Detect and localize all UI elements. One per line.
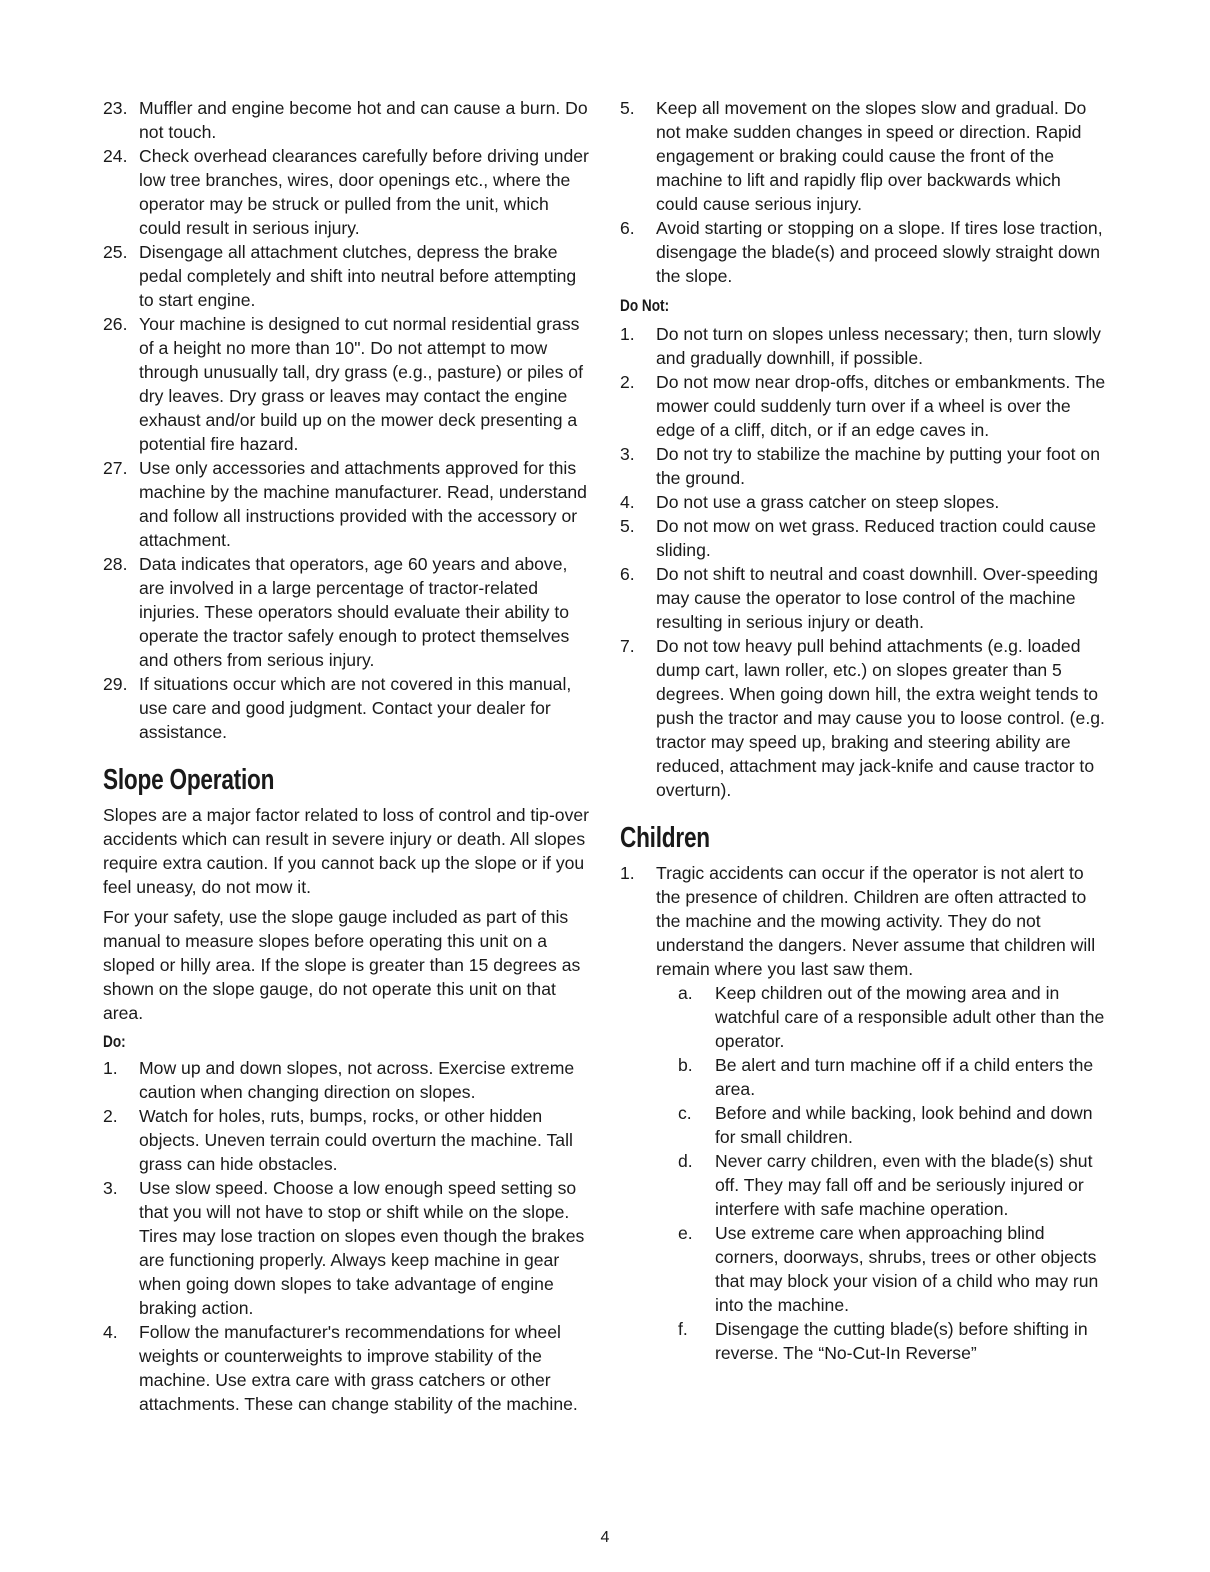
list-item: 1. Tragic accidents can occur if the operator is not alert to the presence of children. Children are often attracted to the machine and the mowing activity. They do not understand the dangers. Never assume that children will remain where you last saw them.	[620, 863, 1096, 979]
left-column	[103, 96, 590, 1416]
list-subitem: f. Disengage the cutting blade(s) before shifting in reverse. The “No-Cut-In Reverse”	[678, 1319, 1088, 1363]
list-subitem: c. Before and while backing, look behind and down for small children.	[678, 1103, 1093, 1147]
safety-rules-list	[103, 96, 590, 744]
do-heading: Do:	[103, 1032, 126, 1051]
list-item: 6. Avoid starting or stopping on a slope. If tires lose traction, disengage the blade(s) and proceed slowly straight down the slope.	[620, 218, 1103, 286]
page-number: 4	[600, 1529, 610, 1546]
list-item: 6. Do not shift to neutral and coast downhill. Over-speeding may cause the operator to lose control of the machine resulting in serious injury or death.	[620, 564, 1099, 632]
list-item: 23. Muffler and engine become hot and can cause a burn. Do not touch.	[103, 98, 588, 142]
list-item: 1. Mow up and down slopes, not across. Exercise extreme caution when changing direction on slopes.	[103, 1058, 575, 1102]
list-item: 28. Data indicates that operators, age 60 years and above, are involved in a large percentage of tractor-related injuries. These operators should evaluate their ability to operate the tractor safely enough to protect themselves and others from serious injury.	[103, 554, 570, 670]
do-not-list	[620, 322, 1107, 802]
list-subitem: d. Never carry children, even with the blade(s) shut off. They may fall off and be seriously injured or interfere with safe machine operation.	[678, 1151, 1093, 1219]
do-list-continued	[620, 96, 1107, 288]
list-item: 26. Your machine is designed to cut normal residential grass of a height no more than 10". Do not attempt to mow through unusually tall, dry grass (e.g., pasture) or piles of dry leaves. Dry grass or leaves may contact the engine exhaust and/or build up on the mower deck presenting a potential fire hazard.	[103, 314, 583, 454]
list-item: 1. Do not turn on slopes unless necessary; then, turn slowly and gradually downhill, if possible.	[620, 324, 1101, 368]
slope-gauge-paragraph: For your safety, use the slope gauge included as part of this manual to measure slopes before operating this unit on a sloped or hilly area. If the slope is greater than 15 degrees as shown on the slope gauge, do not operate this unit on that area.	[103, 907, 581, 1023]
list-item: 4. Do not use a grass catcher on steep slopes.	[620, 492, 1000, 512]
list-item: 29. If situations occur which are not covered in this manual, use care and good judgment. Contact your dealer for assistance.	[103, 674, 572, 742]
do-list	[103, 1056, 590, 1416]
list-item: 24. Check overhead clearances carefully before driving under low tree branches, wires, door openings etc., where the operator may be struck or pulled from the unit, which could result in serious injury.	[103, 146, 589, 238]
children-list	[620, 861, 1107, 1365]
list-item: 3. Use slow speed. Choose a low enough speed setting so that you will not have to stop or shift while on the slope. Tires may lose traction on slopes even though the brakes are functioning properly. Always keep machine in gear when going down slopes to take advantage of engine braking action.	[103, 1178, 585, 1318]
list-item: 25. Disengage all attachment clutches, depress the brake pedal completely and shift into neutral before attempting to start engine.	[103, 242, 577, 310]
list-item: 27. Use only accessories and attachments approved for this machine by the machine manufacturer. Read, understand and follow all instructions provided with the accessory or attachment.	[103, 458, 587, 550]
list-item: 5. Keep all movement on the slopes slow and gradual. Do not make sudden changes in speed or direction. Rapid engagement or braking could cause the front of the machine to lift and rapidly flip over backwards which could cause serious injury.	[620, 98, 1087, 214]
list-item: 7. Do not tow heavy pull behind attachments (e.g. loaded dump cart, lawn roller, etc.) on slopes greater than 5 degrees. When going down hill, the extra weight tends to push the tractor and may cause you to loose control. (e.g. tractor may speed up, braking and steering ability are reduced, attachment may jack-knife and cause tractor to overturn).	[620, 636, 1105, 800]
list-subitem: e. Use extreme care when approaching blind corners, doorways, shrubs, trees or other objects that may block your vision of a child who may run into the machine.	[678, 1223, 1099, 1315]
list-subitem: b. Be alert and turn machine off if a child enters the area.	[678, 1055, 1094, 1099]
slope-intro-paragraph: Slopes are a major factor related to loss of control and tip-over accidents which can result in severe injury or death. All slopes require extra caution. If you cannot back up the slope or if you feel uneasy, do not mow it.	[103, 805, 590, 897]
list-item: 5. Do not mow on wet grass. Reduced traction could cause sliding.	[620, 516, 1097, 560]
list-subitem: a. Keep children out of the mowing area and in watchful care of a responsible adult other than the operator.	[678, 983, 1105, 1051]
children-heading: Children	[620, 822, 710, 854]
list-item: 3. Do not try to stabilize the machine by putting your foot on the ground.	[620, 444, 1101, 488]
list-item: 4. Follow the manufacturer's recommendations for wheel weights or counterweights to improve stability of the machine. Use extra care with grass catchers or other attachments. These can change stability of the machine.	[103, 1322, 578, 1414]
list-item: 2. Do not mow near drop-offs, ditches or embankments. The mower could suddenly turn over if a wheel is over the edge of a cliff, ditch, or if an edge caves in.	[620, 372, 1106, 440]
list-item: 2. Watch for holes, ruts, bumps, rocks, or other hidden objects. Uneven terrain could overturn the machine. Tall grass can hide obstacles.	[103, 1106, 573, 1174]
do-not-heading: Do Not:	[620, 296, 670, 315]
slope-operation-heading: Slope Operation	[103, 764, 275, 796]
right-column	[620, 96, 1107, 1365]
